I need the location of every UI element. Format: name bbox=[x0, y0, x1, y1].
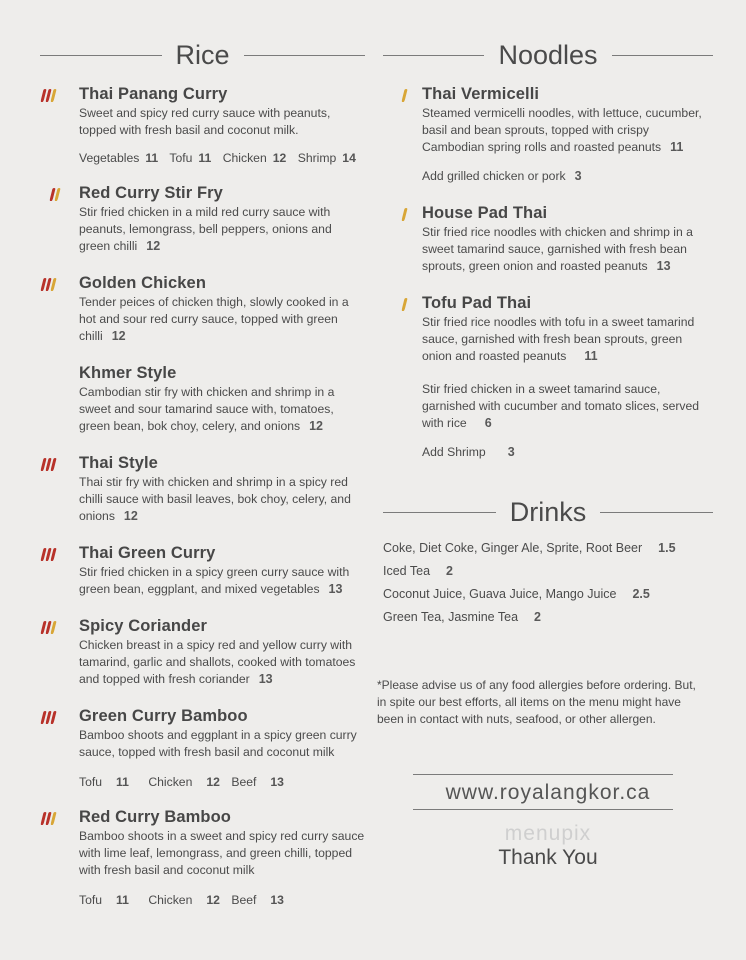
item-description: Chicken breast in a spicy red and yellow curry with tamarind, garlic and shallots, cooked with tomatoes and topped with fresh coriander 13 bbox=[79, 638, 356, 686]
spice-level-icon bbox=[42, 710, 55, 724]
spice-level-icon bbox=[51, 187, 59, 201]
item-description: Stir fried chicken in a mild red curry sauce with peanuts, lemongrass, bell peppers, onions and green chilli 12 bbox=[79, 205, 332, 253]
item-name: Thai Style bbox=[79, 454, 158, 472]
item-options: Tofu 11 Chicken 12 Beef 13 bbox=[79, 775, 284, 789]
spice-level-icon bbox=[42, 547, 55, 561]
noodles-heading bbox=[383, 38, 713, 72]
item-description: Stir fried chicken in a spicy green curry sauce with green bean, eggplant, and mixed vegetables 13 bbox=[79, 565, 350, 596]
item-description: Sweet and spicy red curry sauce with peanuts, topped with fresh basil and coconut milk. bbox=[79, 106, 331, 137]
item-description: Bamboo shoots in a sweet and spicy red curry sauce with lime leaf, lemongrass, and green chilli, topped with fresh basil and coconut milk bbox=[79, 829, 365, 877]
spice-level-icon bbox=[403, 207, 406, 221]
drinks-list bbox=[383, 537, 713, 629]
footer bbox=[383, 822, 713, 870]
spice-level-icon bbox=[42, 457, 55, 471]
menu-item bbox=[40, 453, 365, 525]
menu-item bbox=[383, 293, 713, 461]
drinks-title: Drinks bbox=[509, 496, 587, 527]
item-name: Tofu Pad Thai bbox=[422, 294, 532, 312]
spice-level-icon bbox=[403, 88, 406, 102]
item-price: 11 bbox=[584, 349, 598, 363]
spice-level-icon bbox=[42, 88, 55, 102]
menu-item bbox=[40, 273, 365, 345]
rice-title: Rice bbox=[175, 39, 230, 70]
item-description: Stir fried rice noodles with tofu in a sweet tamarind sauce, garnished with fresh bean sprouts, green onion and roasted peanuts 11 bbox=[422, 315, 695, 363]
item-addon: Add grilled chicken or pork 3 bbox=[422, 169, 582, 183]
item-price: 11 bbox=[670, 140, 684, 154]
menu-item bbox=[40, 616, 365, 688]
drink-row: Iced Tea 2 bbox=[383, 564, 453, 578]
item-name: House Pad Thai bbox=[422, 204, 548, 222]
menu-item bbox=[383, 203, 713, 275]
item-name: Thai Panang Curry bbox=[79, 85, 228, 103]
menu-item bbox=[40, 543, 365, 598]
drinks-heading bbox=[383, 495, 713, 529]
item-addon: Add Shrimp 3 bbox=[422, 445, 515, 459]
item-name: Thai Vermicelli bbox=[422, 85, 540, 103]
menu-item bbox=[40, 183, 365, 255]
noodles-column bbox=[377, 0, 713, 870]
item-name: Golden Chicken bbox=[79, 274, 207, 292]
drink-row: Coke, Diet Coke, Ginger Ale, Sprite, Root Beer 1.5 bbox=[383, 541, 676, 555]
rice-column bbox=[40, 0, 365, 907]
item-price: 13 bbox=[258, 672, 273, 686]
spice-level-icon bbox=[403, 297, 406, 311]
item-price: 12 bbox=[123, 509, 138, 523]
item-description: Thai stir fry with chicken and shrimp in a spicy red chilli sauce with basil leaves, bok choy, celery, and onions 12 bbox=[79, 475, 351, 523]
divider bbox=[413, 809, 673, 810]
spice-level-icon bbox=[42, 811, 55, 825]
item-options: Vegetables 11 Tofu 11 Chicken 12 Shrimp 14 bbox=[79, 151, 356, 165]
item-name: Khmer Style bbox=[79, 364, 177, 382]
rice-heading bbox=[40, 38, 365, 72]
spice-level-icon bbox=[42, 277, 55, 291]
item-price: 13 bbox=[656, 259, 671, 273]
menu-item bbox=[40, 807, 365, 907]
drink-row: Coconut Juice, Guava Juice, Mango Juice 2.5 bbox=[383, 587, 650, 601]
item-extra-description: Stir fried chicken in a sweet tamarind sauce, garnished with cucumber and tomato slices, served with rice 6 bbox=[422, 382, 700, 430]
item-options: Tofu 11 Chicken 12 Beef 13 bbox=[79, 893, 284, 907]
item-price: 13 bbox=[328, 582, 343, 596]
item-description: Stir fried rice noodles with chicken and shrimp in a sweet tamarind sauce, garnished with fresh bean sprouts, green onion and roasted peanuts 13 bbox=[422, 225, 693, 273]
item-description: Tender peices of chicken thigh, slowly cooked in a hot and sour red curry sauce, topped with green chilli 12 bbox=[79, 295, 349, 343]
item-name: Red Curry Stir Fry bbox=[79, 184, 223, 202]
item-description: Cambodian stir fry with chicken and shrimp in a sweet and sour tamarind sauce with, tomatoes, green bean, bok choy, celery, and onions 12 bbox=[79, 385, 335, 433]
item-name: Spicy Coriander bbox=[79, 617, 208, 635]
menu-item bbox=[40, 84, 365, 165]
menu-item bbox=[40, 706, 365, 789]
item-name: Green Curry Bamboo bbox=[79, 707, 248, 725]
menu-item bbox=[383, 84, 713, 185]
website-link[interactable]: www.royalangkor.ca bbox=[445, 781, 651, 804]
noodles-title: Noodles bbox=[498, 39, 598, 70]
item-price: 12 bbox=[111, 329, 126, 343]
item-description: Bamboo shoots and eggplant in a spicy green curry sauce, topped with fresh basil and coconut milk bbox=[79, 728, 357, 759]
item-price: 12 bbox=[146, 239, 161, 253]
item-price: 12 bbox=[309, 419, 324, 433]
menu-item bbox=[40, 363, 365, 435]
thank-you-text: Thank You bbox=[498, 846, 598, 869]
watermark: menupix bbox=[504, 822, 592, 845]
item-name: Red Curry Bamboo bbox=[79, 808, 231, 826]
allergy-note: *Please advise us of any food allergies before ordering. But, in spite our best efforts, all items on the menu might have been in contact with nuts, seafood, or other allergen. bbox=[377, 678, 696, 726]
item-description: Steamed vermicelli noodles, with lettuce, cucumber, basil and bean sprouts, topped with crispy Cambodian spring rolls and roasted peanuts 11 bbox=[422, 106, 702, 154]
item-name: Thai Green Curry bbox=[79, 544, 216, 562]
spice-level-icon bbox=[42, 620, 55, 634]
drink-row: Green Tea, Jasmine Tea 2 bbox=[383, 610, 541, 624]
